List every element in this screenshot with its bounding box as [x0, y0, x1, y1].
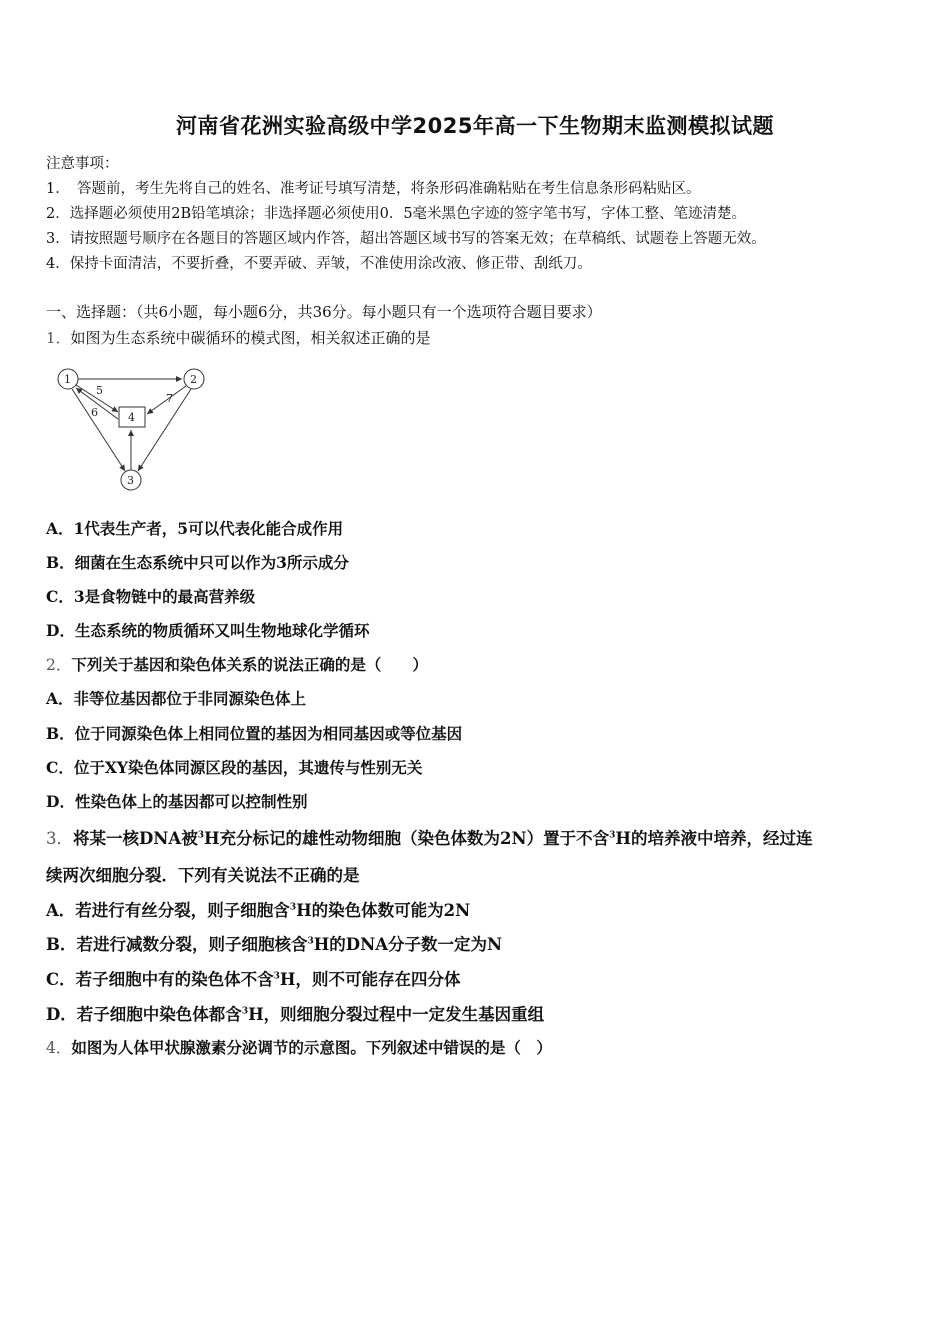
q3-option-c: [46, 966, 461, 990]
option-text: H，则细胞分裂过程中一定发生基因重组: [248, 1005, 545, 1024]
option-text: H，则不可能存在四分体: [279, 970, 461, 989]
question-text: 如图为人体甲状腺激素分泌调节的示意图。下列叙述中错误的是（ ）: [71, 1038, 552, 1057]
question-text: H充分标记的雄性动物细胞（染色体数为2N）置于不含: [203, 829, 610, 848]
notice-item: 2．选择题必须使用2B铅笔填涂；非选择题必须使用0．5毫米黑色字迹的签字笔书写，字体工整、笔迹清楚。: [46, 206, 747, 222]
question-text: 下列关于基因和染色体关系的说法正确的是（ ）: [71, 655, 428, 674]
option-text: A．若进行有丝分裂，则子细胞含: [46, 901, 290, 920]
q2-option-d: D．性染色体上的基因都可以控制性别: [46, 792, 308, 811]
question-text: 将某一核DNA被: [73, 829, 198, 848]
option-text: D．若子细胞中染色体都含: [46, 1005, 242, 1024]
q1-option-b: B．细菌在生态系统中只可以作为3所示成分: [46, 553, 349, 572]
arrow-label-6: 6: [91, 406, 98, 419]
question-3-line-2: 续两次细胞分裂．下列有关说法不正确的是: [46, 866, 360, 885]
q2-option-c: C．位于XY染色体同源区段的基因，其遗传与性别无关: [46, 758, 423, 777]
question-number: 1．: [46, 329, 71, 347]
question-1: [46, 327, 431, 348]
arrow-1-to-3: [72, 389, 125, 471]
notice-item: 4．保持卡面清洁，不要折叠，不要弄破、弄皱，不准使用涂改液、修正带、刮纸刀。: [46, 256, 592, 272]
notice-item: 3．请按照题号顺序在各题目的答题区域内作答，超出答题区域书写的答案无效；在草稿纸、试题卷上答题无效。: [46, 231, 766, 247]
node-1-label: 1: [64, 373, 71, 386]
superscript: 3: [197, 830, 204, 841]
superscript: 3: [289, 902, 297, 913]
q3-option-a: [46, 897, 470, 921]
question-text: H的培养液中培养，经过连: [615, 829, 813, 848]
q3-option-b: [46, 931, 502, 955]
question-number: 2．: [46, 656, 72, 674]
question-number: 3．: [46, 829, 73, 848]
node-3-label: 3: [127, 474, 134, 487]
superscript: 3: [273, 971, 280, 982]
question-3: [46, 825, 812, 849]
carbon-cycle-diagram: [46, 356, 218, 496]
q2-option-a: A．非等位基因都位于非同源染色体上: [46, 689, 307, 708]
node-4-label: 4: [128, 411, 135, 424]
arrow-label-5: 5: [96, 384, 103, 397]
q1-option-a: A．1代表生产者，5可以代表化能合成作用: [46, 519, 344, 538]
notice-heading: 注意事项：: [46, 156, 119, 172]
option-text: H的DNA分子数一定为N: [313, 935, 503, 954]
superscript: 3: [241, 1006, 249, 1017]
q3-option-d: [46, 1001, 544, 1025]
arrow-label-7: 7: [166, 392, 173, 405]
section-heading: 一、选择题：（共6小题，每小题6分，共36分。每小题只有一个选项符合题目要求）: [46, 303, 602, 321]
option-text: B．若进行减数分裂，则子细胞核含: [46, 935, 308, 954]
q1-option-d: D．生态系统的物质循环又叫生物地球化学循环: [46, 621, 370, 640]
superscript: 3: [307, 936, 314, 947]
question-4: [46, 1036, 552, 1058]
q1-option-c: C．3是食物链中的最高营养级: [46, 587, 256, 606]
superscript: 3: [609, 830, 616, 841]
notice-item: 1． 答题前，考生先将自己的姓名、准考证号填写清楚，将条形码准确粘贴在考生信息条形码粘贴区。: [46, 181, 701, 197]
q2-option-b: B．位于同源染色体上相同位置的基因为相同基因或等位基因: [46, 724, 463, 743]
question-2: [46, 653, 428, 675]
option-text: C．若子细胞中有的染色体不含: [46, 970, 274, 989]
question-number: 4．: [46, 1039, 72, 1057]
question-text: 如图为生态系统中碳循环的模式图，相关叙述正确的是: [70, 329, 431, 347]
option-text: H的染色体数可能为2N: [296, 901, 471, 920]
page-title: 河南省花洲实验高级中学2025年高一下生物期末监测模拟试题: [176, 114, 774, 138]
node-2-label: 2: [190, 373, 197, 386]
